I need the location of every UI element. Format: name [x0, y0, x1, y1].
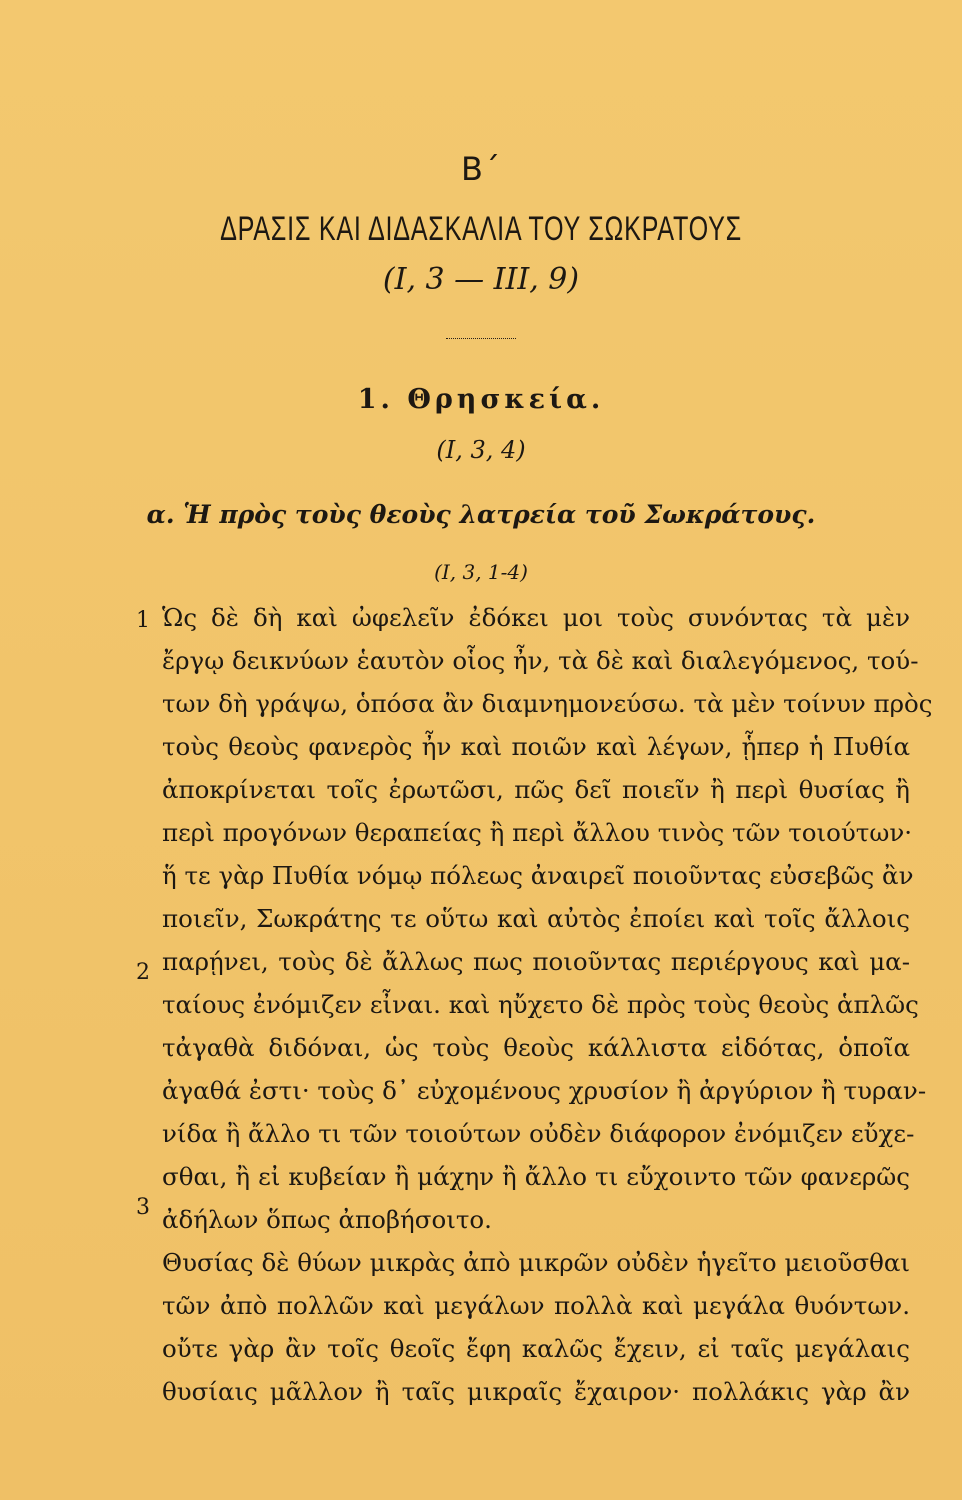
paragraph-number: 3	[136, 1195, 150, 1220]
text-line: θυσίαις μᾶλλον ἢ ταῖς μικραῖς ἔχαιρον· πολλάκις γὰρ ἂν	[162, 1377, 910, 1406]
text-line: τοὺς θεοὺς φανερὸς ἦν καὶ ποιῶν καὶ λέγων, ᾗπερ ἡ Πυθία	[162, 732, 910, 761]
text-line: ἥ τε γὰρ Πυθία νόμῳ πόλεως ἀναιρεῖ ποιοῦντας εὐσεβῶς ἂν	[162, 861, 914, 890]
paragraph-number: 1	[136, 608, 150, 633]
divider	[446, 338, 516, 339]
text-line: ἀποκρίνεται τοῖς ἐρωτῶσι, πῶς δεῖ ποιεῖν ἢ περὶ θυσίας ἢ	[162, 775, 910, 804]
text-line: περὶ προγόνων θεραπείας ἢ περὶ ἄλλου τινὸς τῶν τοιούτων·	[162, 818, 913, 847]
text-line: ἀδήλων ὅπως ἀποβήσοιτο.	[162, 1205, 492, 1234]
section-letter: Β΄	[461, 150, 501, 188]
text-line: ἔργῳ δεικνύων ἑαυτὸν οἷος ἦν, τὰ δὲ καὶ διαλεγόμενος, τού-	[162, 646, 919, 675]
text-line: Ὡς δὲ δὴ καὶ ὠφελεῖν ἐδόκει μοι τοὺς συνόντας τὰ μὲν	[162, 603, 910, 632]
text-line: νίδα ἢ ἄλλο τι τῶν τοιούτων οὐδὲν διάφορον ἐνόμιζεν εὔχε-	[162, 1119, 915, 1148]
section-title: ΔΡΑΣΙΣ ΚΑΙ ΔΙΔΑΣΚΑΛΙΑ ΤΟΥ ΣΩΚΡΑΤΟΥΣ	[220, 210, 742, 248]
text-line: τἀγαθὰ διδόναι, ὡς τοὺς θεοὺς κάλλιστα εἰδότας, ὁποῖα	[162, 1033, 910, 1062]
subsection-ref: (Ι, 3, 4)	[436, 436, 526, 464]
section-range: (Ι, 3 — ΙΙΙ, 9)	[382, 262, 580, 297]
subsection-title: 1. Θρησκεία.	[357, 384, 605, 415]
heading: α. Ἡ πρὸς τοὺς θεοὺς λατρεία τοῦ Σωκράτους.	[146, 500, 816, 529]
text-line: των δὴ γράψω, ὁπόσα ἂν διαμνημονεύσω. τὰ μὲν τοίνυν πρὸς	[162, 689, 933, 718]
text-line: παρῄνει, τοὺς δὲ ἄλλως πως ποιοῦντας περιέργους καὶ μα-	[162, 947, 910, 976]
text-line: ἀγαθά ἐστι· τοὺς δ᾽ εὐχομένους χρυσίον ἢ ἀργύριον ἢ τυραν-	[162, 1076, 927, 1105]
paragraph-number: 2	[136, 960, 150, 985]
text-line: ποιεῖν, Σωκράτης τε οὕτω καὶ αὐτὸς ἐποίει καὶ τοῖς ἄλλοις	[162, 904, 910, 933]
text-line: Θυσίας δὲ θύων μικρὰς ἀπὸ μικρῶν οὐδὲν ἡγεῖτο μειοῦσθαι	[162, 1248, 910, 1277]
heading-ref: (Ι, 3, 1-4)	[434, 560, 528, 584]
text-line: τῶν ἀπὸ πολλῶν καὶ μεγάλων πολλὰ καὶ μεγάλα θυόντων.	[162, 1291, 910, 1320]
text-line: οὔτε γὰρ ἂν τοῖς θεοῖς ἔφη καλῶς ἔχειν, εἰ ταῖς μεγάλαις	[162, 1334, 910, 1363]
text-line: σθαι, ἢ εἰ κυβείαν ἢ μάχην ἢ ἄλλο τι εὔχοιντο τῶν φανερῶς	[162, 1162, 910, 1191]
text-line: ταίους ἐνόμιζεν εἶναι. καὶ ηὔχετο δὲ πρὸς τοὺς θεοὺς ἁπλῶς	[162, 990, 919, 1019]
